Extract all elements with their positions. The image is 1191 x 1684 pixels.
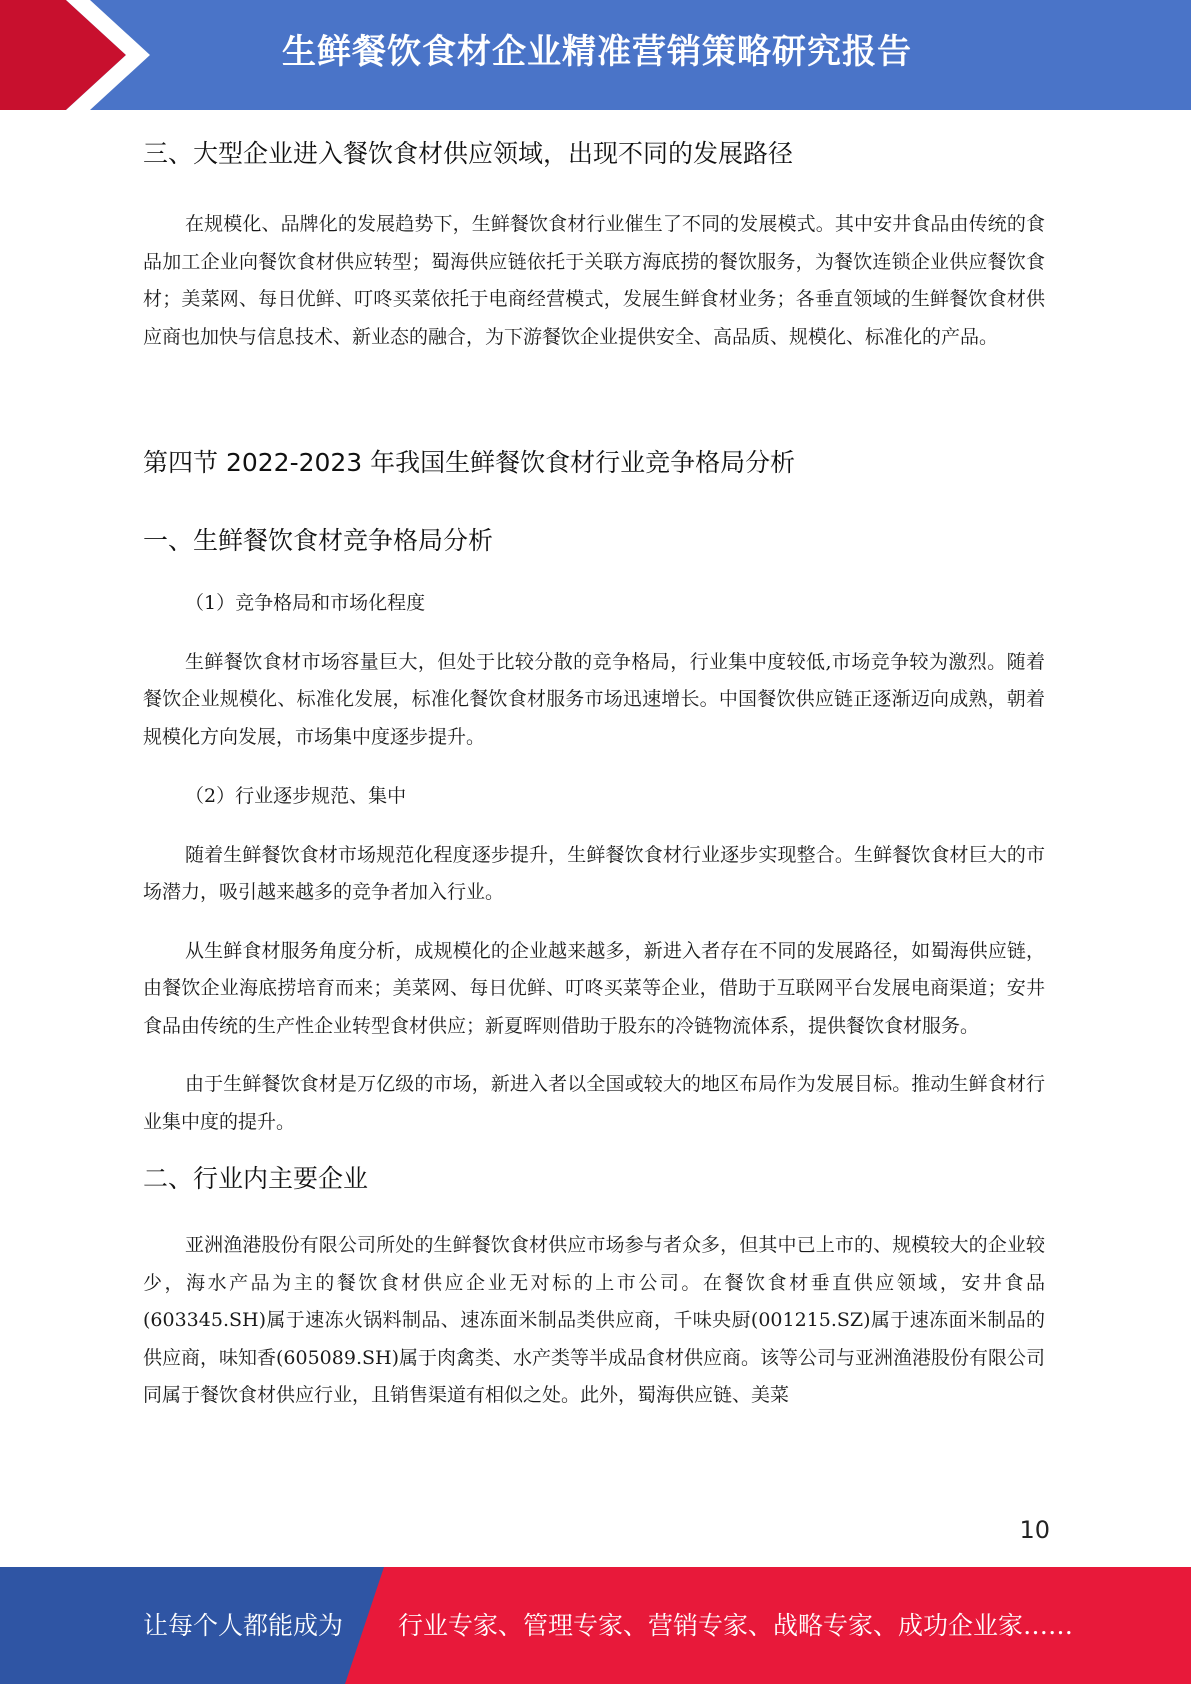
chapter-heading-4: 第四节 2022-2023 年我国生鲜餐饮食材行业竞争格局分析 <box>143 448 796 477</box>
section-1-paragraph-4: 由于生鲜餐饮食材是万亿级的市场，新进入者以全国或较大的地区布局作为发展目标。推动生鲜食材行业集中度的提升。 <box>143 1073 1045 1133</box>
section-2-paragraph-1: 亚洲渔港股份有限公司所处的生鲜餐饮食材供应市场参与者众多，但其中已上市的、规模较大的企业较少，海水产品为主的餐饮食材供应企业无对标的上市公司。在餐饮食材垂直供应领域，安井食品(603345.SH)属于速冻火锅料制品、速冻面米制品类供应商，千味央厨(001215.SZ)属于速冻面米制品的供应商，味知香(605089.SH)属于肉禽类、水产类等半成品食材供应商。该等公司与亚洲渔港股份有限公司同属于餐饮食材供应行业，且销售渠道有相似之处。此外，蜀海供应链、美菜 <box>143 1234 1045 1406</box>
footer-slogan-left: 让每个人都能成为 <box>143 1611 344 1640</box>
section-heading-1: 一、生鲜餐饮食材竞争格局分析 <box>143 526 494 555</box>
subheading-regulation: （2）行业逐步规范、集中 <box>185 785 407 807</box>
page-header <box>0 0 1191 110</box>
footer-slogan-right: 行业专家、管理专家、营销专家、战略专家、成功企业家…… <box>398 1611 1074 1640</box>
section-1-paragraph-1: 生鲜餐饮食材市场容量巨大，但处于比较分散的竞争格局，行业集中度较低,市场竞争较为激烈。随着餐饮企业规模化、标准化发展，标准化餐饮食材服务市场迅速增长。中国餐饮供应链正逐渐迈向成熟，朝着规模化方向发展，市场集中度逐步提升。 <box>143 650 1045 748</box>
report-title: 生鲜餐饮食材企业精准营销策略研究报告 <box>282 32 912 72</box>
page-content <box>143 126 1045 1415</box>
page-number: 10 <box>1019 1516 1050 1544</box>
section-1-paragraph-2: 随着生鲜餐饮食材市场规范化程度逐步提升，生鲜餐饮食材行业逐步实现整合。生鲜餐饮食材巨大的市场潜力，吸引越来越多的竞争者加入行业。 <box>143 843 1045 903</box>
section-heading-3: 三、大型企业进入餐饮食材供应领域，出现不同的发展路径 <box>143 139 794 168</box>
section-1-paragraph-3: 从生鲜食材服务角度分析，成规模化的企业越来越多，新进入者存在不同的发展路径，如蜀海供应链，由餐饮企业海底捞培育而来；美菜网、每日优鲜、叮咚买菜等企业，借助于互联网平台发展电商渠道；安井食品由传统的生产性企业转型食材供应；新夏晖则借助于股东的冷链物流体系，提供餐饮食材服务。 <box>143 939 1045 1037</box>
subheading-competition: （1）竞争格局和市场化程度 <box>185 592 426 614</box>
page-footer <box>0 1567 1191 1684</box>
section-heading-2: 二、行业内主要企业 <box>143 1164 369 1193</box>
section-3-paragraph: 在规模化、品牌化的发展趋势下，生鲜餐饮食材行业催生了不同的发展模式。其中安井食品由传统的食品加工企业向餐饮食材供应转型；蜀海供应链依托于关联方海底捞的餐饮服务，为餐饮连锁企业供应餐饮食材；美菜网、每日优鲜、叮咚买菜依托于电商经营模式，发展生鲜食材业务；各垂直领域的生鲜餐饮食材供应商也加快与信息技术、新业态的融合，为下游餐饮企业提供安全、高品质、规模化、标准化的产品。 <box>143 213 1045 348</box>
